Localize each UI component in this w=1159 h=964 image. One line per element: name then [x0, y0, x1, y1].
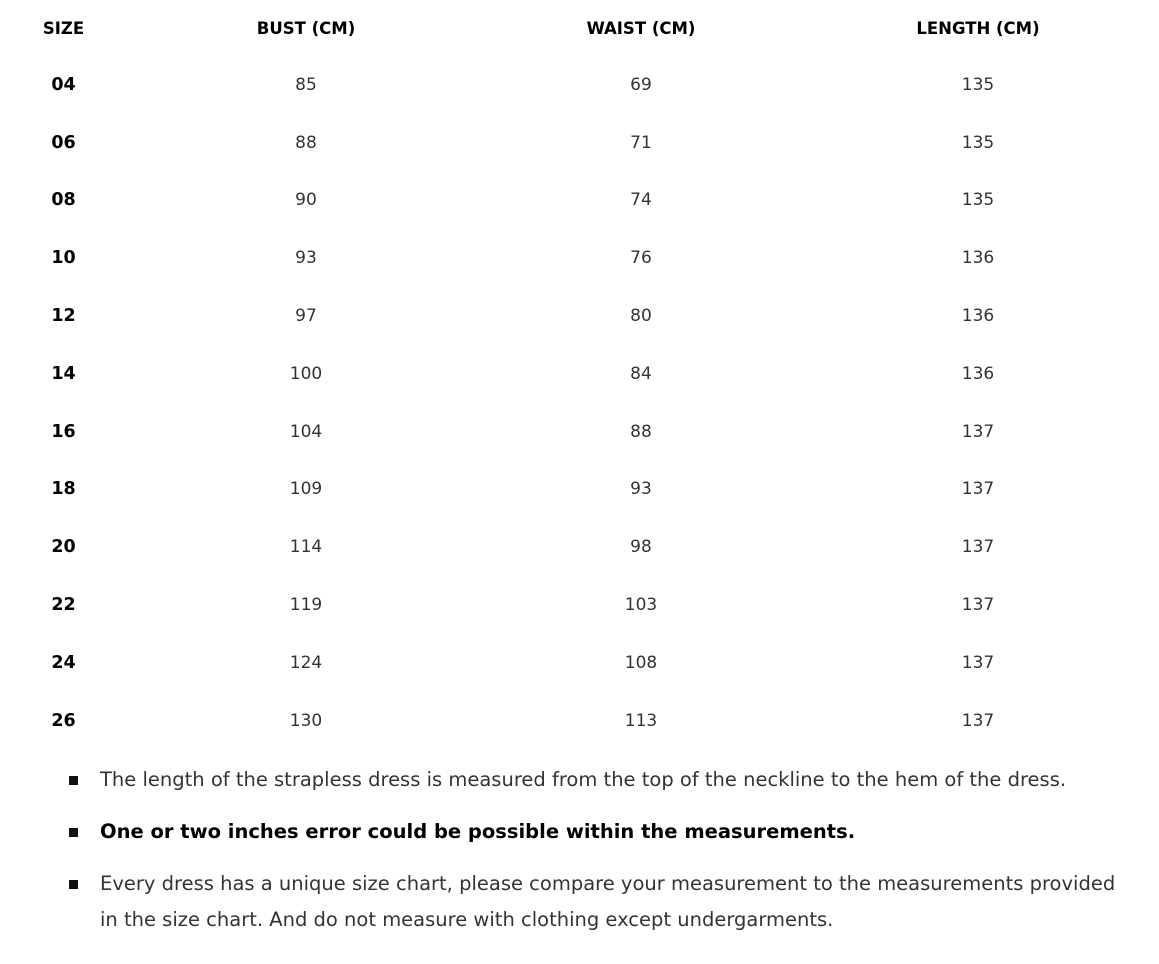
size-cell: 16 — [51, 421, 76, 442]
square-bullet-icon — [69, 880, 78, 889]
length-cell: 136 — [961, 363, 995, 384]
table-row — [0, 576, 1159, 634]
table-row — [0, 56, 1159, 114]
length-cell: 135 — [961, 132, 995, 153]
length-cell: 137 — [961, 537, 995, 558]
size-cell: 14 — [51, 363, 76, 384]
note-item — [0, 814, 1159, 850]
table-row — [0, 172, 1159, 230]
bust-cell: 114 — [289, 537, 323, 558]
length-cell: 137 — [961, 652, 995, 673]
length-cell: 136 — [961, 248, 995, 269]
bust-cell: 93 — [295, 248, 317, 269]
size-cell: 22 — [51, 595, 76, 616]
length-cell: 136 — [961, 306, 995, 327]
waist-cell: 84 — [630, 363, 652, 384]
size-cell: 24 — [51, 652, 76, 673]
table-row — [0, 461, 1159, 519]
waist-cell: 103 — [624, 595, 658, 616]
waist-cell: 69 — [630, 74, 652, 95]
bust-cell: 124 — [289, 652, 323, 673]
size-cell: 12 — [51, 306, 76, 327]
size-cell: 20 — [51, 537, 76, 558]
table-row — [0, 229, 1159, 287]
bust-cell: 130 — [289, 710, 323, 731]
size-cell: 06 — [51, 132, 76, 153]
waist-cell: 88 — [630, 421, 652, 442]
size-cell: 08 — [51, 190, 76, 211]
waist-cell: 80 — [630, 306, 652, 327]
size-chart-header — [0, 0, 1159, 56]
header-size: SIZE — [42, 18, 85, 38]
size-cell: 04 — [51, 74, 76, 95]
bust-cell: 100 — [289, 363, 323, 384]
table-row — [0, 287, 1159, 345]
bust-cell: 90 — [295, 190, 317, 211]
size-cell: 10 — [51, 248, 76, 269]
note-text: Every dress has a unique size chart, please compare your measurement to the measurements provided in the size chart. And do not measure with clothing except undergarments. — [100, 872, 1116, 931]
square-bullet-icon — [69, 776, 78, 785]
waist-cell: 93 — [630, 479, 652, 500]
waist-cell: 71 — [630, 132, 652, 153]
table-row — [0, 114, 1159, 172]
header-waist: WAIST (CM) — [586, 18, 696, 38]
waist-cell: 108 — [624, 652, 658, 673]
length-cell: 137 — [961, 710, 995, 731]
bust-cell: 109 — [289, 479, 323, 500]
size-cell: 18 — [51, 479, 76, 500]
bust-cell: 119 — [289, 595, 323, 616]
table-row — [0, 692, 1159, 750]
length-cell: 135 — [961, 74, 995, 95]
bust-cell: 104 — [289, 421, 323, 442]
header-row — [0, 0, 1159, 56]
header-length: LENGTH (CM) — [916, 18, 1040, 38]
length-cell: 137 — [961, 595, 995, 616]
size-chart-body — [0, 56, 1159, 750]
note-text: One or two inches error could be possible within the measurements. — [100, 820, 856, 843]
length-cell: 137 — [961, 421, 995, 442]
header-bust: BUST (CM) — [256, 18, 356, 38]
size-cell: 26 — [51, 710, 76, 731]
table-row — [0, 518, 1159, 576]
note-text: The length of the strapless dress is measured from the top of the neckline to the hem of the dress. — [100, 768, 1067, 791]
measurement-notes — [0, 762, 1159, 954]
waist-cell: 113 — [624, 710, 658, 731]
square-bullet-icon — [69, 828, 78, 837]
waist-cell: 74 — [630, 190, 652, 211]
bust-cell: 88 — [295, 132, 317, 153]
table-row — [0, 634, 1159, 692]
waist-cell: 98 — [630, 537, 652, 558]
table-row — [0, 403, 1159, 461]
length-cell: 137 — [961, 479, 995, 500]
note-item — [0, 866, 1159, 938]
length-cell: 135 — [961, 190, 995, 211]
bust-cell: 97 — [295, 306, 317, 327]
table-row — [0, 345, 1159, 403]
bust-cell: 85 — [295, 74, 317, 95]
waist-cell: 76 — [630, 248, 652, 269]
note-item — [0, 762, 1159, 798]
